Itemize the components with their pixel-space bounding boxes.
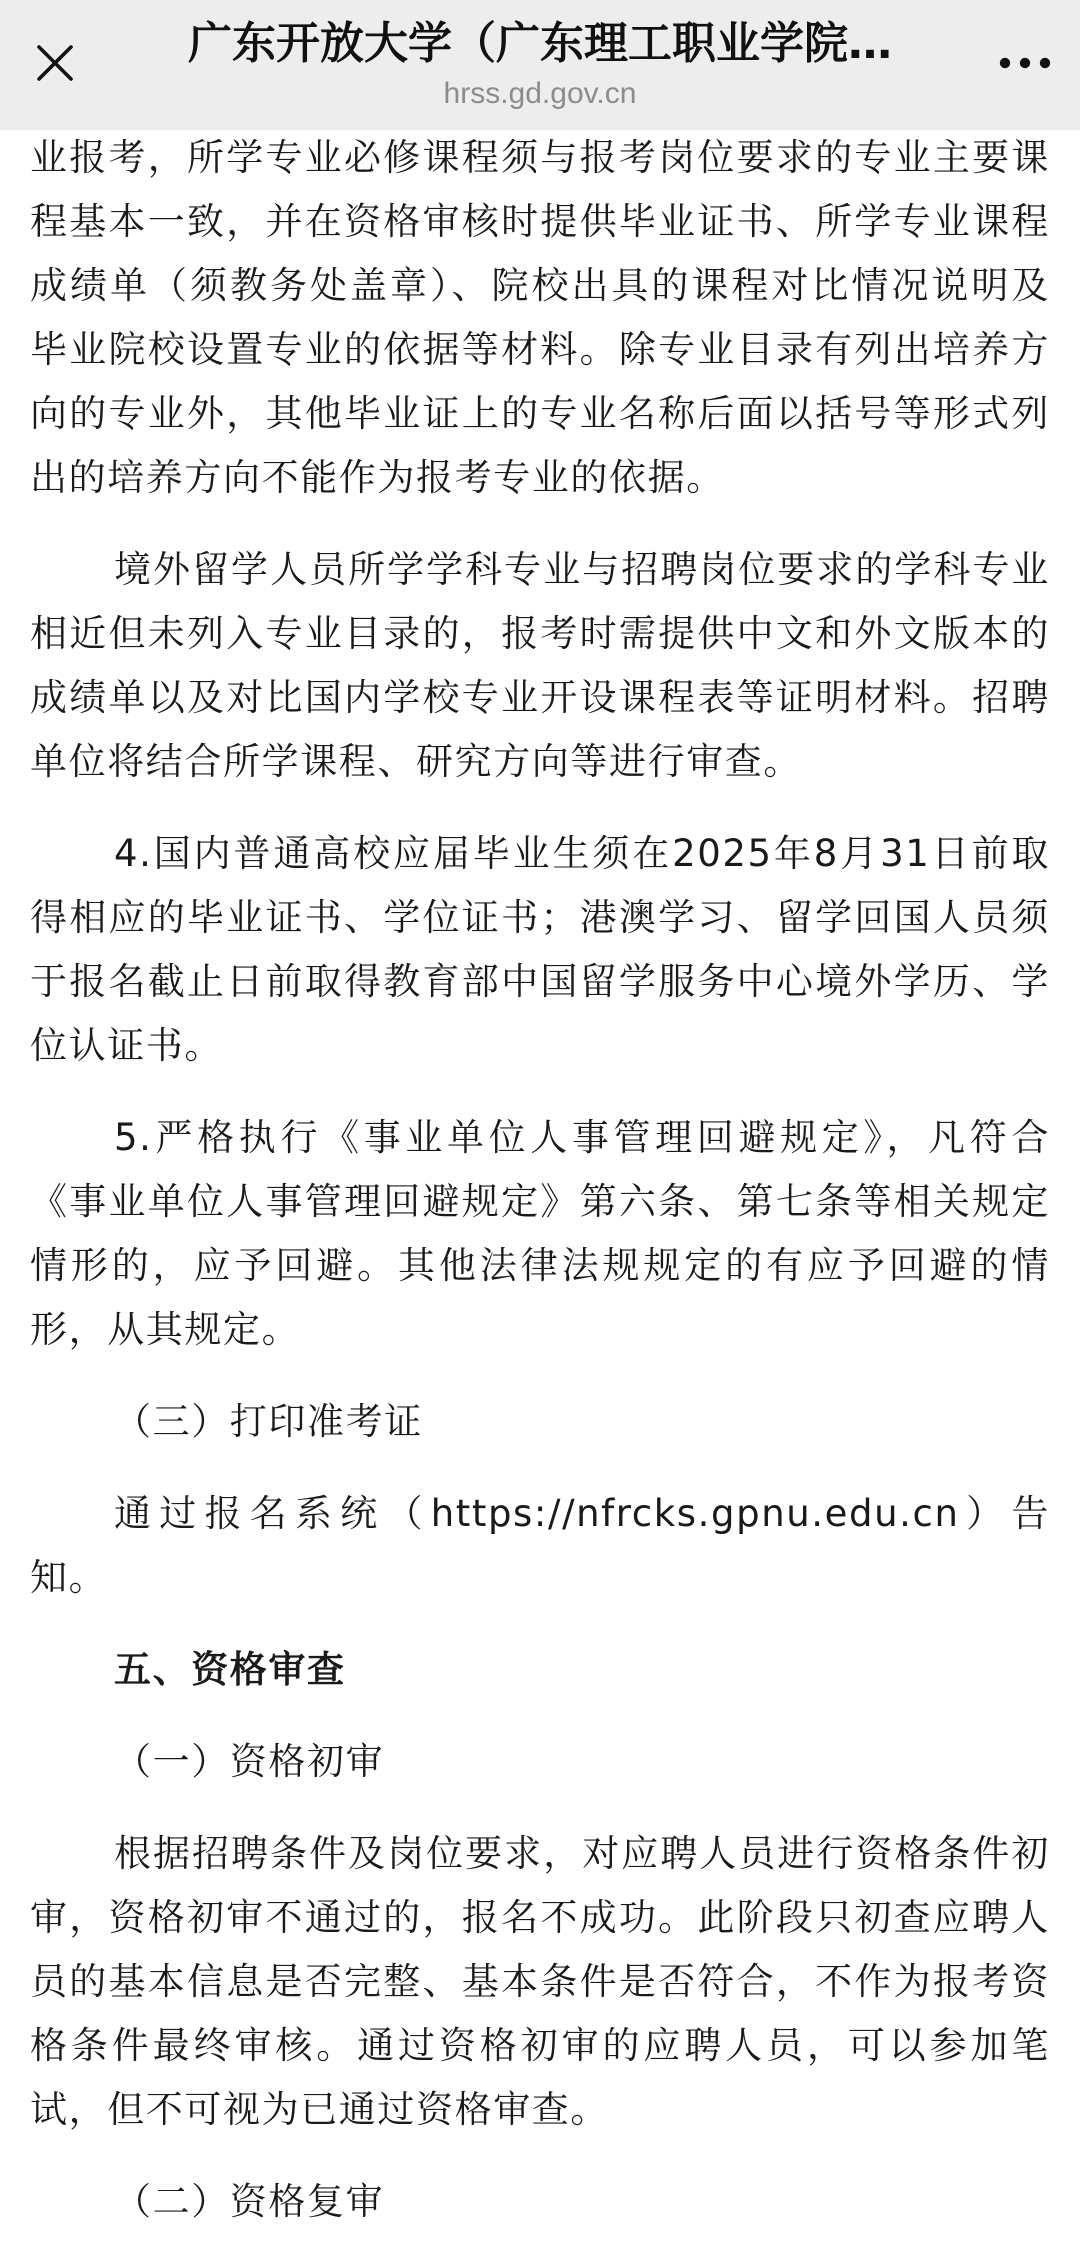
article-paragraph: 5.严格执行《事业单位人事管理回避规定》，凡符合《事业单位人事管理回避规定》第六条、第七条等相关规定情形的，应予回避。其他法律法规规定的有应予回避的情形，从其规定。	[30, 1116, 1050, 1351]
section-subheading: （二）资格复审	[114, 2180, 385, 2223]
section-subheading: （三）打印准考证	[114, 1400, 423, 1443]
more-options-button[interactable]	[990, 30, 1060, 96]
more-icon	[997, 55, 1053, 71]
article-paragraph: 通过报名系统（https://nfrcks.gpnu.edu.cn）告知。	[30, 1492, 1050, 1599]
article-content	[30, 126, 1050, 2262]
title-block	[140, 14, 940, 114]
page-title: 广东开放大学（广东理工职业学院…	[188, 18, 892, 69]
article-paragraph: 4.国内普通高校应届毕业生须在2025年8月31日前取得相应的毕业证书、学位证书；港澳学习、留学回国人员须于报名截止日前取得教育部中国留学服务中心境外学历、学位认证书。	[30, 832, 1050, 1067]
page-domain: hrss.gd.gov.cn	[443, 77, 637, 110]
section-heading: 五、资格审查	[114, 1648, 346, 1691]
article-paragraph: 根据招聘条件及岗位要求，对应聘人员进行资格条件初审，资格初审不通过的，报名不成功。此阶段只初查应聘人员的基本信息是否完整、基本条件是否符合，不作为报考资格条件最终审核。通过资格初审的应聘人员，可以参加笔试，但不可视为已通过资格审查。	[30, 1832, 1050, 2131]
top-navigation-bar	[0, 0, 1080, 130]
section-subheading: （一）资格初审	[114, 1740, 385, 1783]
article-paragraph: 境外留学人员所学学科专业与招聘岗位要求的学科专业相近但未列入专业目录的，报考时需提供中文和外文版本的成绩单以及对比国内学校专业开设课程表等证明材料。招聘单位将结合所学课程、研究方向等进行审查。	[30, 548, 1050, 783]
close-icon	[35, 43, 75, 83]
article-paragraph: 业报考，所学专业必修课程须与报考岗位要求的专业主要课程基本一致，并在资格审核时提供毕业证书、所学专业课程成绩单（须教务处盖章）、院校出具的课程对比情况说明及毕业院校设置专业的依据等材料。除专业目录有列出培养方向的专业外，其他毕业证上的专业名称后面以括号等形式列出的培养方向不能作为报考专业的依据。	[30, 136, 1050, 499]
close-button[interactable]	[22, 30, 88, 96]
